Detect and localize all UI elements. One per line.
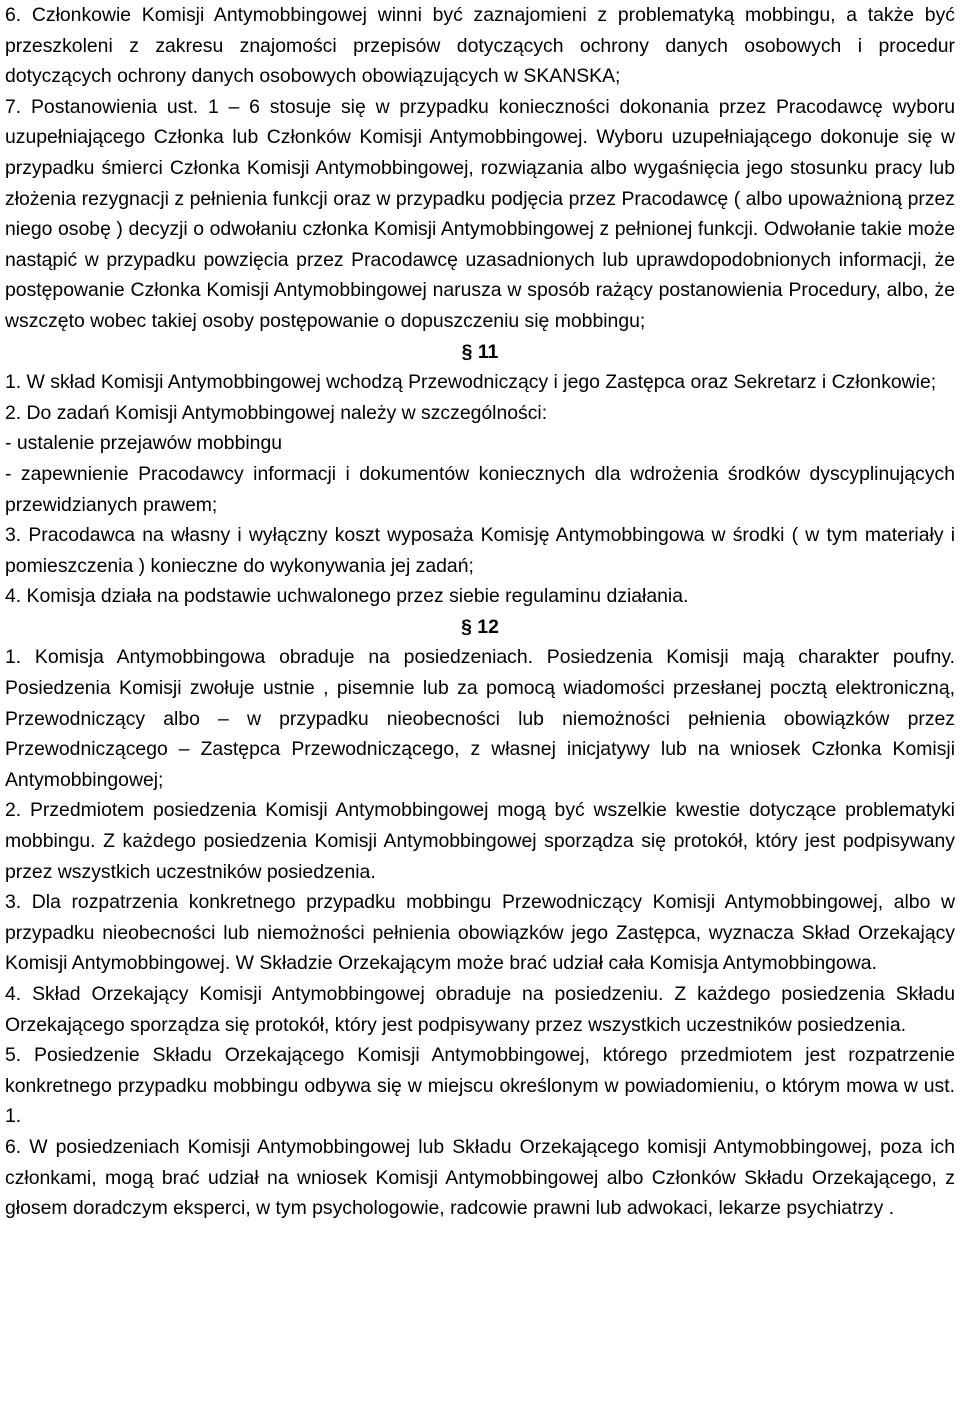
- section-11-paragraph-4: 4. Komisja działa na podstawie uchwalonego przez siebie regulaminu działania.: [5, 585, 689, 608]
- section-12-paragraph-5: 5. Posiedzenie Składu Orzekającego Komisji Antymobbingowej, którego przedmiotem jest rozpatrzenie konkretnego przypadku mobbingu odbywa się w miejscu określonym w powiadomieniu, o którym mowa w ust. 1.: [5, 1044, 955, 1128]
- section-11-heading: § 11: [461, 340, 499, 363]
- section-12-paragraph-4: 4. Skład Orzekający Komisji Antymobbingowej obraduje na posiedzeniu. Z każdego posiedzenia Składu Orzekającego sporządza się protokół, który jest podpisywany przez wszystkich uczestników posiedzenia.: [5, 983, 955, 1036]
- paragraph-6: 6. Członkowie Komisji Antymobbingowej winni być zaznajomieni z problematyką mobbingu, a także być przeszkoleni z zakresu znajomości przepisów dotyczących ochrony danych osobowych i procedur dotyczących ochrony danych osobowych obowiązujących w SKANSKA;: [5, 4, 955, 88]
- section-11-bullet-1: - ustalenie przejawów mobbingu: [5, 432, 283, 455]
- section-12-heading: § 12: [461, 615, 499, 638]
- section-11-paragraph-3: 3. Pracodawca na własny i wyłączny koszt wyposaża Komisję Antymobbingowa w środki ( w tym materiały i pomieszczenia ) konieczne do wykonywania jej zadań;: [5, 524, 955, 577]
- section-12-paragraph-1: 1. Komisja Antymobbingowa obraduje na posiedzeniach. Posiedzenia Komisji mają charakter poufny. Posiedzenia Komisji zwołuje ustnie , pisemnie lub za pomocą wiadomości przesłanej pocztą elektroniczną, Przewodniczący albo – w przypadku nieobecności lub niemożności pełnienia obowiązków przez Przewodniczącego – Zastępca Przewodniczącego, z własnej inicjatywy lub na wniosek Członka Komisji Antymobbingowej;: [5, 646, 955, 791]
- section-11-paragraph-2: 2. Do zadań Komisji Antymobbingowej należy w szczególności:: [5, 401, 548, 424]
- section-12-paragraph-3: 3. Dla rozpatrzenia konkretnego przypadku mobbingu Przewodniczący Komisji Antymobbingowej, albo w przypadku nieobecności lub niemożności pełnienia obowiązków jego Zastępca, wyznacza Skład Orzekający Komisji Antymobbingowej. W Składzie Orzekającym może brać udział cała Komisja Antymobbingowa.: [5, 891, 955, 975]
- section-11-bullet-2: - zapewnienie Pracodawcy informacji i dokumentów koniecznych dla wdrożenia środków dyscyplinujących przewidzianych prawem;: [5, 462, 955, 516]
- section-12-paragraph-6: 6. W posiedzeniach Komisji Antymobbingowej lub Składu Orzekającego komisji Antymobbingowej, poza ich członkami, mogą brać udział na wniosek Komisji Antymobbingowej albo Członków Składu Orzekającego, z głosem doradczym eksperci, w tym psychologowie, radcowie prawni lub adwokaci, lekarze psychiatrzy .: [5, 1135, 955, 1220]
- paragraph-7: 7. Postanowienia ust. 1 – 6 stosuje się w przypadku konieczności dokonania przez Pracodawcę wyboru uzupełniającego Członka lub Członków Komisji Antymobbingowej. Wyboru uzupełniającego dokonuje się w przypadku śmierci Członka Komisji Antymobbingowej, rozwiązania albo wygaśnięcia jego stosunku pracy lub złożenia rezygnacji z pełnienia funkcji oraz w przypadku podjęcia przez Pracodawcę ( albo upoważnioną przez niego osobę ) decyzji o odwołaniu członka Komisji Antymobbingowej z pełnionej funkcji. Odwołanie takie może nastąpić w przypadku powzięcia przez Pracodawcę uzasadnionych lub uprawdopodobnionych informacji, że postępowanie Członka Komisji Antymobbingowej narusza w sposób rażący postanowienia Procedury, albo, że wszczęto wobec takiej osoby postępowanie o dopuszczeniu się mobbingu;: [5, 95, 955, 332]
- section-11-paragraph-1: 1. W skład Komisji Antymobbingowej wchodzą Przewodniczący i jego Zastępca oraz Sekretarz i Członkowie;: [5, 371, 937, 394]
- section-12-paragraph-2: 2. Przedmiotem posiedzenia Komisji Antymobbingowej mogą być wszelkie kwestie dotyczące problematyki mobbingu. Z każdego posiedzenia Komisji Antymobbingowej sporządza się protokół, który jest podpisywany przez wszystkich uczestników posiedzenia.: [5, 799, 955, 883]
